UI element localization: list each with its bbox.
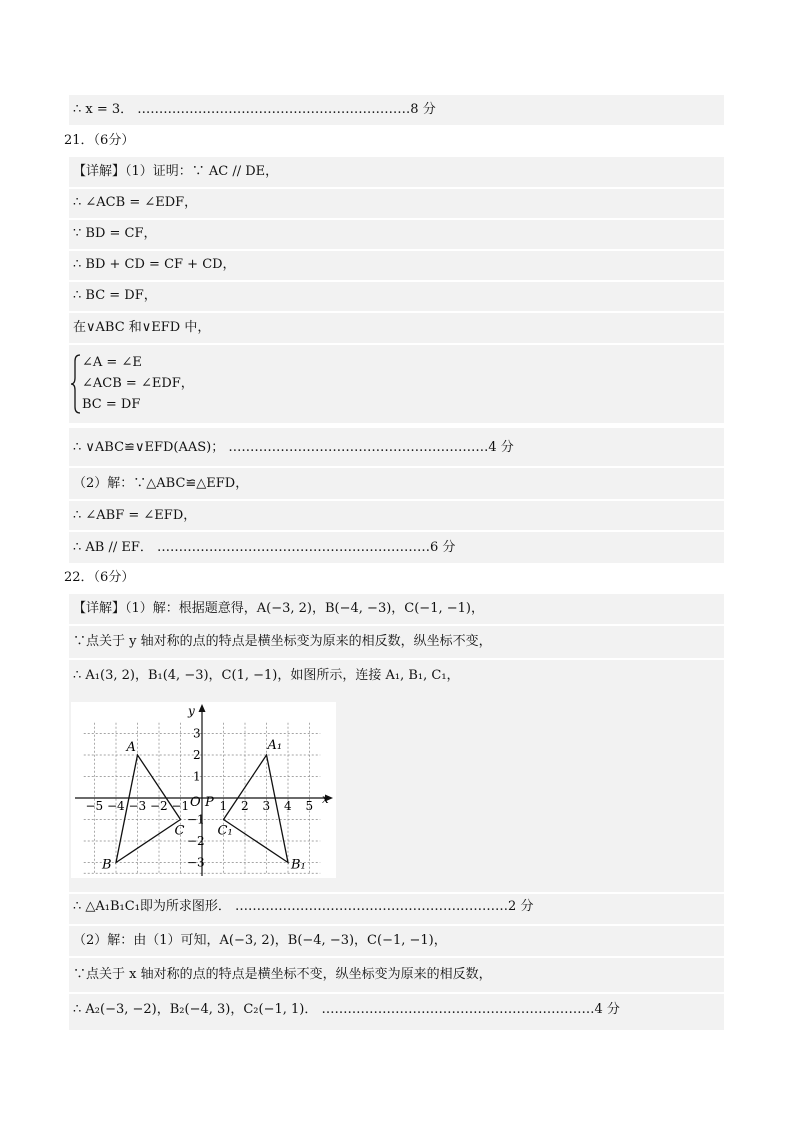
solution-line: ∴ ∠ACB = ∠EDF， (73, 195, 198, 210)
point-label: A (126, 740, 136, 755)
system-line: ∠A = ∠E (82, 355, 142, 370)
x-tick-label: 1 (219, 799, 228, 813)
x-tick-label: 5 (305, 799, 314, 813)
x-axis-label: x (322, 792, 329, 806)
coordinate-figure (71, 702, 336, 878)
origin-label: O (190, 795, 201, 810)
solution-line: ∴ ∠ABF = ∠EFD， (73, 508, 197, 523)
x-tick-label: 4 (284, 799, 292, 813)
point-label: C₁ (217, 823, 233, 839)
point-label: A₁ (267, 738, 283, 753)
band-row (69, 282, 724, 311)
x-tick-label: −3 (128, 799, 147, 813)
y-tick-label: 2 (193, 748, 201, 762)
solution-line: ∵ BD = CF， (73, 226, 157, 241)
y-axis-arrow-icon (199, 704, 206, 712)
x-tick-label: 2 (241, 799, 249, 813)
y-axis-label: y (188, 704, 195, 718)
solution-line: （2）解：∵△ABC≌△EFD， (73, 476, 249, 491)
solution-line: ∴ △A₁B₁C₁即为所求图形． ………………………………………………………2 分 (73, 899, 534, 914)
solution-line: 【详解】（1）证明：∵ AC // DE， (73, 164, 279, 179)
x-tick-label: 3 (262, 799, 271, 813)
p-label: P (205, 795, 214, 810)
point-label: B (102, 857, 112, 873)
system-line: BC = DF (82, 397, 141, 412)
solution-line: 【详解】（1）解：根据题意得，A(−3, 2)，B(−4, −3)，C(−1, −1)， (73, 601, 484, 616)
solution-line: ∵点关于 x 轴对称的点的特点是横坐标不变，纵坐标变为原来的相反数， (73, 967, 492, 982)
coordinate-plane (71, 702, 336, 878)
solution-line: ∵点关于 y 轴对称的点的特点是横坐标变为原来的相反数，纵坐标不变， (73, 634, 492, 649)
equation-system (70, 353, 270, 415)
x-tick-label: −5 (85, 799, 104, 813)
solution-line: （2）解：由（1）可知，A(−3, 2)，B(−4, −3)，C(−1, −1)， (73, 933, 447, 948)
triangle-shape (224, 755, 289, 863)
y-tick-label: 3 (193, 726, 201, 741)
x-tick-label: −1 (171, 799, 190, 813)
y-tick-label: −2 (187, 834, 205, 848)
solution-line: ∴ AB // EF． ………………………………………………………6 分 (73, 540, 456, 555)
point-label: B₁ (291, 857, 306, 873)
x-tick-label: −2 (150, 799, 168, 813)
solution-line: ∴ A₁(3, 2)，B₁(4, −3)，C(1, −1)，如图所示，连接 A₁, B₁, C₁， (73, 668, 460, 683)
band-row (69, 220, 724, 249)
solution-line: ∴ ∨ABC≌∨EFD(AAS)； ……………………………………………………4 分 (73, 440, 514, 455)
solution-line: 在∨ABC 和∨EFD 中， (73, 320, 211, 335)
y-tick-label: −1 (187, 812, 205, 827)
solution-line: ∴ BC = DF， (73, 288, 157, 303)
solution-line: ∴ BD + CD = CF + CD， (73, 257, 236, 272)
question-header-22: 22．（6分） (64, 570, 135, 585)
y-tick-label: 1 (193, 769, 201, 784)
point-label: C (174, 823, 185, 839)
solution-line: ∴ x = 3． ………………………………………………………8 分 (73, 102, 436, 117)
question-header-21: 21．（6分） (64, 133, 135, 148)
solution-line: ∴ A₂(−3, −2)，B₂(−4, 3)，C₂(−1, 1)． ………………………………………………………4 分 (73, 1002, 620, 1017)
y-tick-label: −3 (187, 855, 205, 870)
x-tick-label: −4 (107, 799, 125, 813)
system-line: ∠ACB = ∠EDF， (82, 376, 194, 391)
left-brace-icon (70, 353, 82, 415)
